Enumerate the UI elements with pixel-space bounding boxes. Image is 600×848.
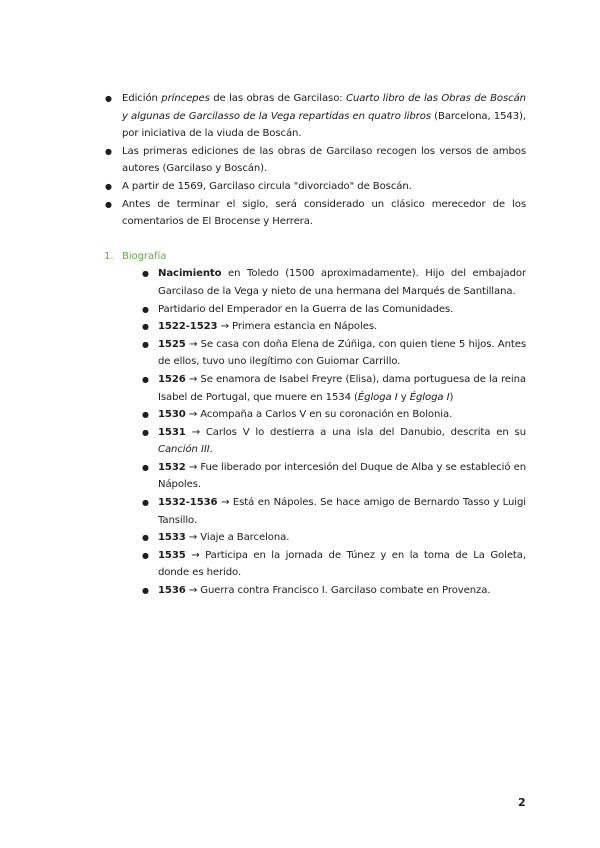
biography-section	[104, 248, 526, 600]
list-item: ● 1532-1536 → Está en Nápoles. Se hace amigo de Bernardo Tasso y Luigi Tansillo.	[158, 494, 526, 529]
bullet-icon: ●	[142, 586, 149, 596]
bullet-icon: ●	[142, 498, 149, 508]
bullet-icon: ●	[142, 322, 149, 332]
list-item: ● 1531 → Carlos V lo destierra a una isla del Danubio, descrita en su Canción III.	[158, 424, 526, 459]
list-item: ● 1532 → Fue liberado por intercesión del Duque de Alba y se estableció en Nápoles.	[158, 459, 526, 494]
bullet-icon: ●	[142, 427, 149, 437]
bullet-icon: ●	[142, 462, 149, 472]
list-item: ● Antes de terminar el siglo, será considerado un clásico merecedor de los comentarios de El Brocense y Herrera.	[104, 196, 526, 231]
list-item: ● 1525 → Se casa con doña Elena de Zúñiga, con quien tiene 5 hijos. Antes de ellos, tuvo uno ilegítimo con Guiomar Carrillo.	[158, 336, 526, 371]
bullet-icon: ●	[105, 146, 112, 156]
bullet-icon: ●	[142, 269, 149, 279]
section-heading	[104, 248, 526, 266]
list-item: ● 1526 → Se enamora de Isabel Freyre (Elisa), dama portuguesa de la reina Isabel de Portugal, que muere en 1534 (Égloga I y Égloga I)	[158, 371, 526, 406]
list-item: ● 1536 → Guerra contra Francisco I. Garcilaso combate en Provenza.	[158, 582, 526, 600]
section-number: 1.	[104, 250, 114, 262]
bullet-icon: ●	[105, 181, 112, 191]
page-number: 2	[518, 796, 526, 809]
list-item: ● A partir de 1569, Garcilaso circula "divorciado" de Boscán.	[104, 178, 526, 196]
list-item: ● Las primeras ediciones de las obras de Garcilaso recogen los versos de ambos autores (Garcilaso y Boscán).	[104, 143, 526, 178]
bullet-icon: ●	[142, 533, 149, 543]
bullet-icon: ●	[142, 304, 149, 314]
list-item: ● Edición príncepes de las obras de Garcilaso: Cuarto libro de las Obras de Boscán y algunas de Garcilasso de la Vega repartidas en quatro libros (Barcelona, 1543), por iniciativa de la viuda de Boscán.	[104, 90, 526, 143]
bullet-icon: ●	[142, 410, 149, 420]
list-item: ● Nacimiento en Toledo (1500 aproximadamente). Hijo del embajador Garcilaso de la Vega y nieto de una hermana del Marqués de Santillana.	[158, 265, 526, 300]
biography-bullet-list	[104, 265, 526, 599]
bullet-icon: ●	[142, 550, 149, 560]
bullet-icon: ●	[142, 374, 149, 384]
list-item: ● 1530 → Acompaña a Carlos V en su coronación en Bolonia.	[158, 406, 526, 424]
section-title: Biografía	[122, 250, 167, 262]
bullet-icon: ●	[142, 339, 149, 349]
body-text	[104, 90, 526, 600]
list-item: ● 1522-1523 → Primera estancia en Nápoles.	[158, 318, 526, 336]
list-item: ● 1533 → Viaje a Barcelona.	[158, 529, 526, 547]
list-item: ● 1535 → Participa en la jornada de Túnez y en la toma de La Goleta, donde es herido.	[158, 547, 526, 582]
bullet-icon: ●	[105, 199, 112, 209]
bullet-icon: ●	[105, 94, 112, 103]
intro-bullet-list	[104, 90, 526, 231]
list-item: ● Partidario del Emperador en la Guerra de las Comunidades.	[158, 301, 526, 319]
